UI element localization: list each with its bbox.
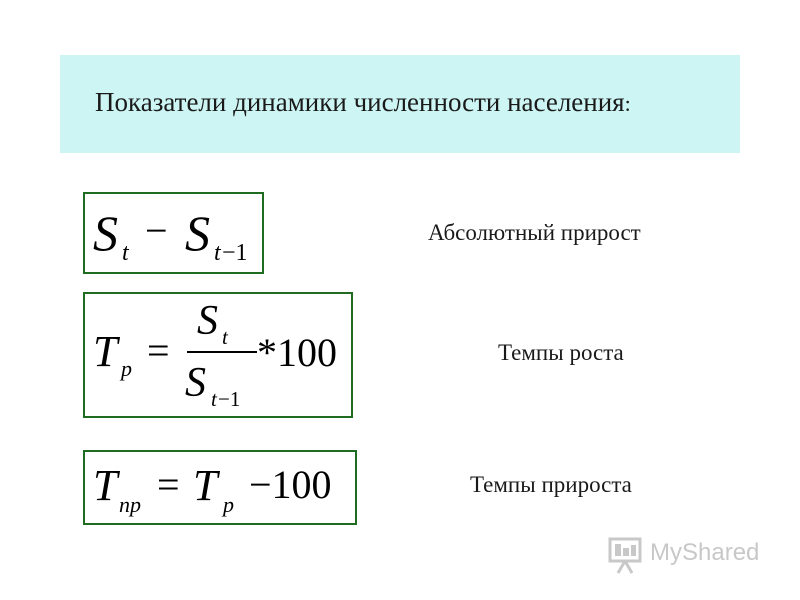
formula-subscript: t bbox=[211, 387, 217, 411]
formula-operator: −100 bbox=[249, 462, 332, 507]
formula-absolute-growth-svg bbox=[85, 194, 262, 272]
watermark-text: MyShared bbox=[650, 539, 760, 566]
formula-operator: = bbox=[147, 328, 170, 373]
formula-subscript: p bbox=[223, 492, 234, 517]
label-increase-rate: Темпы прироста bbox=[470, 472, 632, 497]
formula-subscript: np bbox=[119, 492, 141, 517]
slide-title-colon: : bbox=[624, 91, 631, 116]
formula-growth-rate-svg bbox=[85, 294, 351, 416]
formula-operator: − bbox=[145, 208, 168, 253]
formula-denominator: S bbox=[185, 360, 206, 406]
formula-subscript: −1 bbox=[218, 387, 241, 411]
formula-subscript: −1 bbox=[222, 240, 248, 266]
presentation-board-icon-svg bbox=[606, 535, 646, 575]
formula-symbol: T bbox=[93, 327, 118, 376]
watermark bbox=[606, 535, 766, 575]
formula-symbol: T bbox=[193, 461, 218, 510]
formula-symbol: S bbox=[185, 205, 210, 261]
formula-subscript: t bbox=[222, 325, 228, 349]
formula-symbol: S bbox=[93, 205, 118, 261]
formula-subscript: t bbox=[214, 240, 221, 266]
formula-subscript: p bbox=[121, 356, 132, 381]
presentation-board-icon bbox=[606, 562, 646, 579]
formula-increase-rate bbox=[83, 450, 357, 525]
formula-absolute-growth bbox=[83, 192, 264, 274]
formula-increase-rate-svg bbox=[85, 452, 355, 523]
formula-multiplier: *100 bbox=[257, 330, 337, 375]
label-absolute-growth: Абсолютный прирост bbox=[428, 220, 641, 245]
formula-subscript: t bbox=[122, 240, 129, 266]
slide-title-text: Показатели динамики численности населения bbox=[95, 87, 625, 117]
slide-title bbox=[95, 87, 631, 118]
formula-symbol: T bbox=[93, 461, 118, 510]
formula-growth-rate bbox=[83, 292, 353, 418]
formula-operator: = bbox=[157, 462, 180, 507]
label-growth-rate: Темпы роста bbox=[498, 340, 624, 365]
formula-numerator: S bbox=[197, 298, 218, 344]
